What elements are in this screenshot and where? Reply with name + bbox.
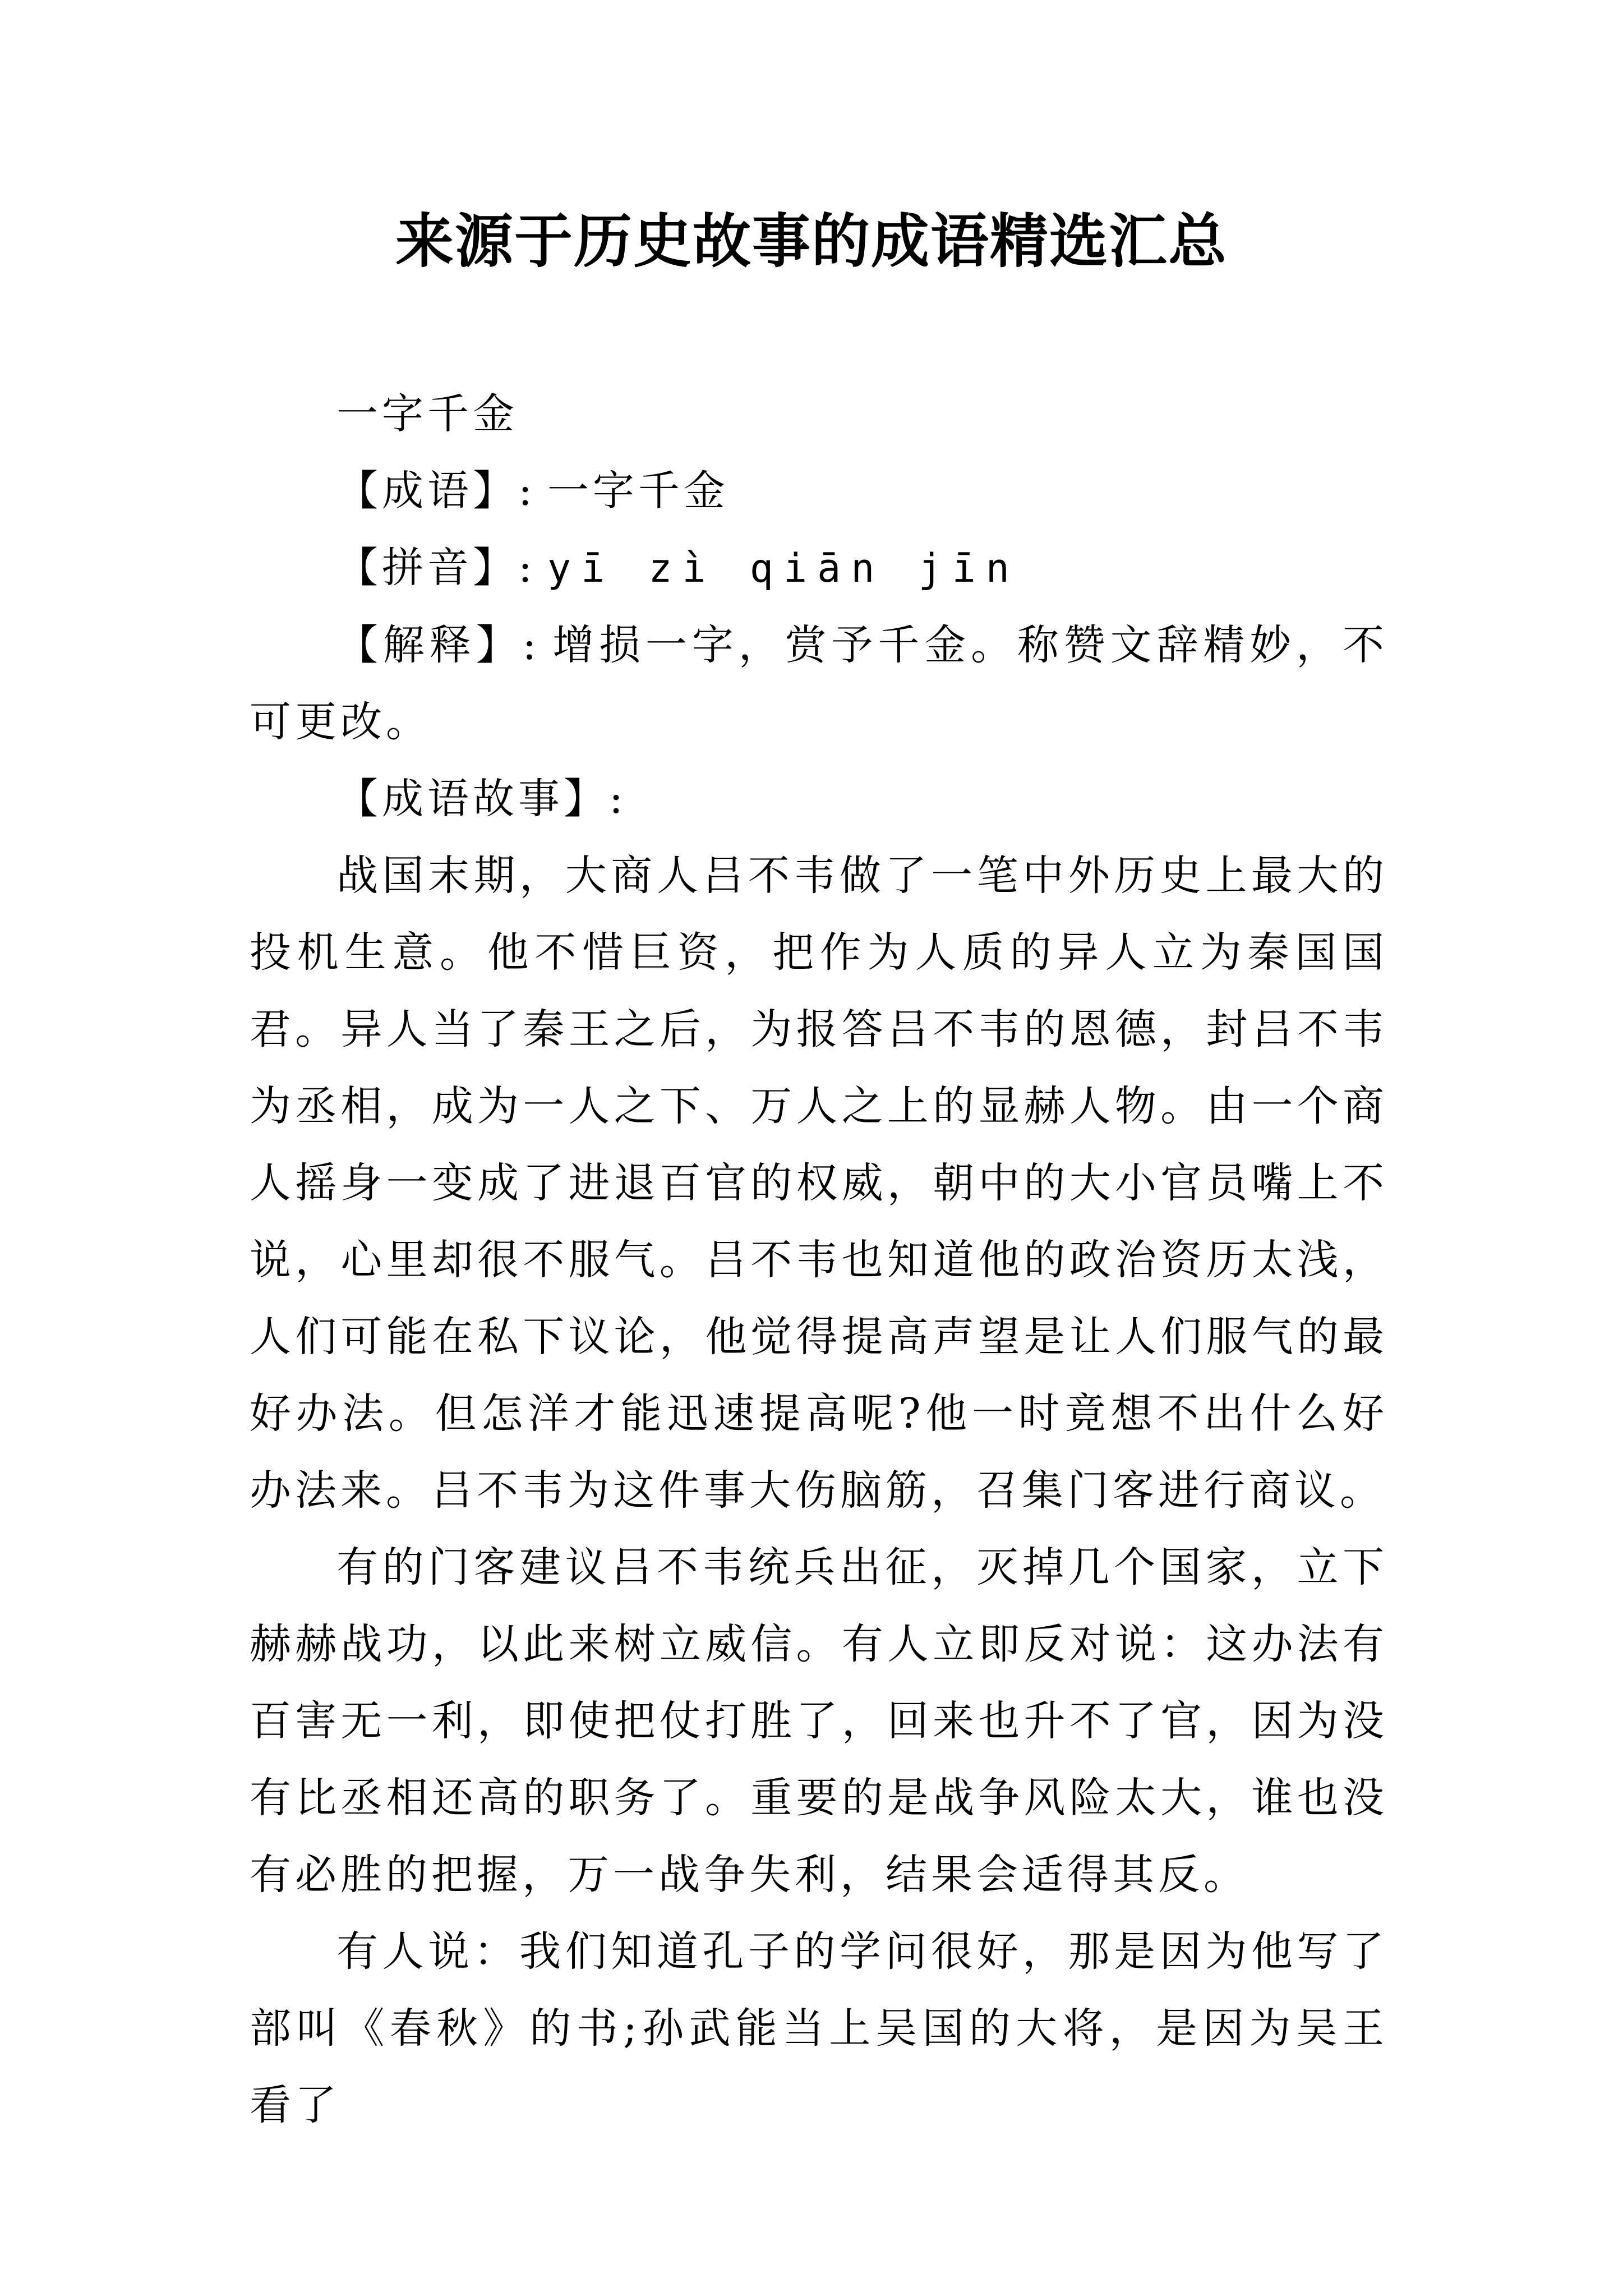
pinyin-field (250, 530, 1388, 607)
idiom-field-key: 【成语】: (336, 467, 536, 515)
story-paragraph-2: 有的门客建议吕不韦统兵出征，灭掉几个国家，立下赫赫战功，以此来树立威信。有人立即反对说：这办法有百害无一利，即使把仗打胜了，回来也升不了官，因为没有比丞相还高的职务了。重要的是战争风险太大，谁也没有必胜的把握，万一战争失利，结果会适得其反。 (250, 1543, 1388, 1899)
pinyin-field-value: yī zì qiān jīn (547, 545, 1020, 591)
explanation-field-value: 增损一字，赏予千金。称赞文辞精妙，不可更改。 (250, 621, 1389, 746)
pinyin-field-key: 【拼音】: (336, 544, 536, 592)
story-heading (250, 761, 1388, 838)
idiom-field (250, 453, 1388, 530)
story-field-key: 【成语故事】: (336, 775, 627, 823)
story-paragraph-1: 战国末期，大商人吕不韦做了一笔中外历史上最大的投机生意。他不惜巨资，把作为人质的异人立为秦国国君。异人当了秦王之后，为报答吕不韦的恩德，封吕不韦为丞相，成为一人之下、万人之上的显赫人物。由一个商人摇身一变成了进退百官的权威，朝中的大小官员嘴上不说，心里却很不服气。吕不韦也知道他的政治资历太浅，人们可能在私下议论，他觉得提高声望是让人们服气的最好办法。但怎洋才能迅速提高呢?他一时竟想不出什么好办法来。吕不韦为这件事大伤脑筋，召集门客进行商议。 (250, 852, 1388, 1515)
document-body (250, 376, 1388, 2144)
explanation-field (250, 607, 1388, 761)
idiom-heading: 一字千金 (336, 390, 518, 438)
idiom-field-value: 一字千金 (547, 467, 729, 515)
document-title: 来源于历史故事的成语精选汇总 (395, 206, 1228, 275)
explanation-field-key: 【解释】: (336, 621, 541, 669)
story-paragraph-3: 有人说：我们知道孔子的学问很好，那是因为他写了部叫《春秋》的书;孙武能当上吴国的大将，是因为吴王看了 (250, 1927, 1388, 2129)
